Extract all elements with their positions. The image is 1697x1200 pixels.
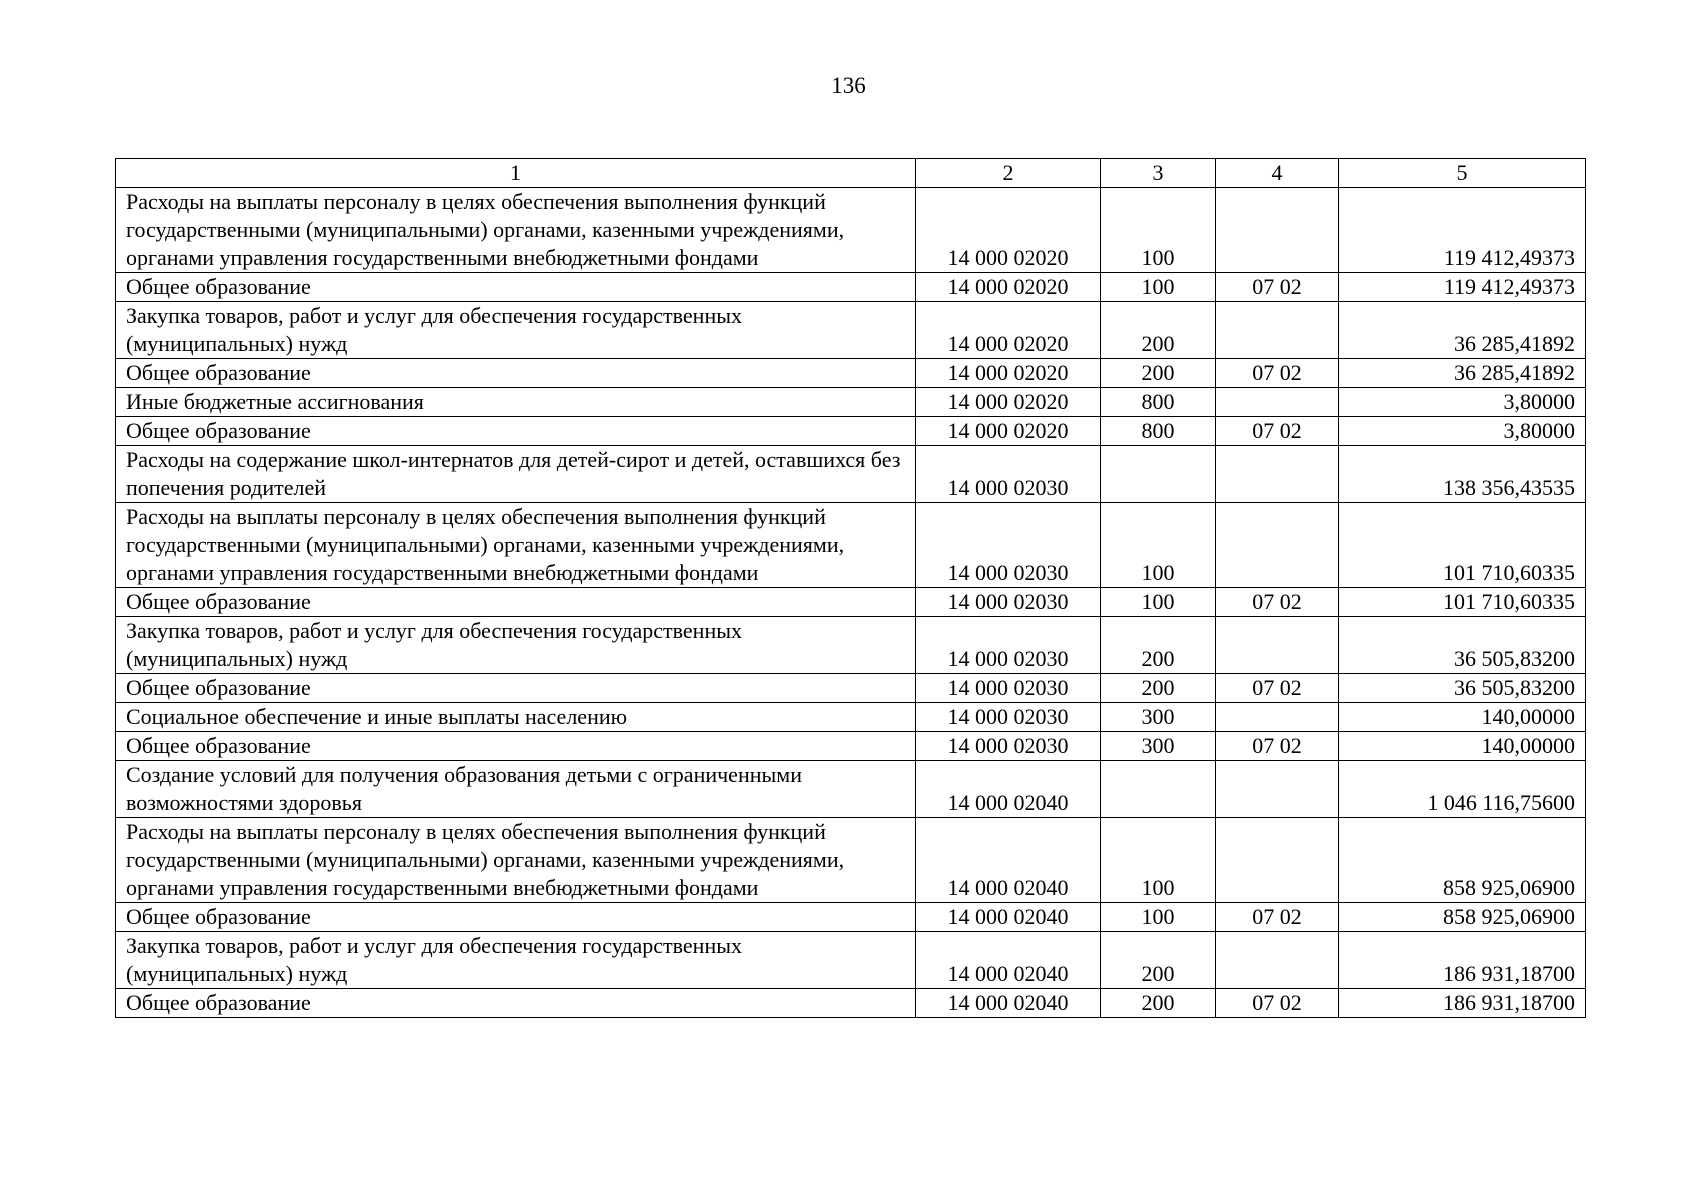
row-section <box>1216 503 1339 588</box>
row-expense-type: 100 <box>1101 818 1216 903</box>
row-name: Иные бюджетные ассигнования <box>116 388 916 417</box>
row-section <box>1216 932 1339 989</box>
row-code: 14 000 02020 <box>916 273 1101 302</box>
row-amount: 36 285,41892 <box>1339 359 1586 388</box>
header-col-3: 3 <box>1101 159 1216 188</box>
row-section <box>1216 617 1339 674</box>
page-number: 136 <box>831 73 866 98</box>
table-row <box>116 818 1586 903</box>
row-section <box>1216 818 1339 903</box>
row-section <box>1216 446 1339 503</box>
row-code: 14 000 02020 <box>916 388 1101 417</box>
row-code: 14 000 02030 <box>916 674 1101 703</box>
row-name: Закупка товаров, работ и услуг для обеспечения государственных (муниципальных) нужд <box>116 302 916 359</box>
row-name: Общее образование <box>116 903 916 932</box>
table-row <box>116 617 1586 674</box>
header-col-5: 5 <box>1339 159 1586 188</box>
row-code: 14 000 02030 <box>916 617 1101 674</box>
row-amount: 140,00000 <box>1339 732 1586 761</box>
row-section: 07 02 <box>1216 903 1339 932</box>
row-amount: 1 046 116,75600 <box>1339 761 1586 818</box>
table-row <box>116 503 1586 588</box>
row-name: Закупка товаров, работ и услуг для обеспечения государственных (муниципальных) нужд <box>116 932 916 989</box>
table-row <box>116 761 1586 818</box>
header-col-2: 2 <box>916 159 1101 188</box>
row-name: Закупка товаров, работ и услуг для обеспечения государственных (муниципальных) нужд <box>116 617 916 674</box>
row-name: Расходы на содержание школ-интернатов для детей-сирот и детей, оставшихся без попечения родителей <box>116 446 916 503</box>
row-code: 14 000 02040 <box>916 903 1101 932</box>
row-expense-type: 200 <box>1101 302 1216 359</box>
row-code: 14 000 02030 <box>916 703 1101 732</box>
table-row <box>116 388 1586 417</box>
row-expense-type: 300 <box>1101 703 1216 732</box>
row-code: 14 000 02030 <box>916 588 1101 617</box>
row-code: 14 000 02020 <box>916 302 1101 359</box>
header-col-1: 1 <box>116 159 916 188</box>
row-section: 07 02 <box>1216 417 1339 446</box>
row-expense-type: 100 <box>1101 588 1216 617</box>
row-code: 14 000 02030 <box>916 503 1101 588</box>
row-name: Общее образование <box>116 588 916 617</box>
row-section: 07 02 <box>1216 588 1339 617</box>
row-name: Социальное обеспечение и иные выплаты населению <box>116 703 916 732</box>
row-expense-type: 200 <box>1101 989 1216 1018</box>
row-name: Расходы на выплаты персоналу в целях обеспечения выполнения функций государственными (муниципальными) органами, казенными учреждениями, органами управления государственными внебюджетными фондами <box>116 503 916 588</box>
row-expense-type: 200 <box>1101 932 1216 989</box>
row-expense-type: 800 <box>1101 388 1216 417</box>
header-row <box>116 159 1586 188</box>
row-amount: 138 356,43535 <box>1339 446 1586 503</box>
row-amount: 186 931,18700 <box>1339 989 1586 1018</box>
table-row <box>116 932 1586 989</box>
table-row <box>116 732 1586 761</box>
row-amount: 3,80000 <box>1339 388 1586 417</box>
row-amount: 36 285,41892 <box>1339 302 1586 359</box>
row-section <box>1216 302 1339 359</box>
row-expense-type: 200 <box>1101 617 1216 674</box>
row-code: 14 000 02040 <box>916 818 1101 903</box>
row-amount: 101 710,60335 <box>1339 588 1586 617</box>
row-code: 14 000 02040 <box>916 761 1101 818</box>
table-row <box>116 446 1586 503</box>
table-row <box>116 417 1586 446</box>
row-expense-type: 800 <box>1101 417 1216 446</box>
row-expense-type: 100 <box>1101 273 1216 302</box>
row-name: Общее образование <box>116 989 916 1018</box>
row-section <box>1216 188 1339 273</box>
row-code: 14 000 02020 <box>916 417 1101 446</box>
row-amount: 101 710,60335 <box>1339 503 1586 588</box>
table-row <box>116 273 1586 302</box>
table-row <box>116 989 1586 1018</box>
row-name: Общее образование <box>116 732 916 761</box>
table-row <box>116 703 1586 732</box>
row-section: 07 02 <box>1216 989 1339 1018</box>
row-name: Общее образование <box>116 273 916 302</box>
row-section <box>1216 703 1339 732</box>
row-section: 07 02 <box>1216 674 1339 703</box>
row-amount: 119 412,49373 <box>1339 188 1586 273</box>
table-row <box>116 302 1586 359</box>
row-amount: 858 925,06900 <box>1339 903 1586 932</box>
row-code: 14 000 02030 <box>916 446 1101 503</box>
row-expense-type: 200 <box>1101 359 1216 388</box>
row-amount: 36 505,83200 <box>1339 617 1586 674</box>
table-body <box>116 188 1586 1018</box>
row-expense-type: 100 <box>1101 503 1216 588</box>
row-name: Общее образование <box>116 359 916 388</box>
row-amount: 186 931,18700 <box>1339 932 1586 989</box>
row-section <box>1216 388 1339 417</box>
row-code: 14 000 02040 <box>916 932 1101 989</box>
row-expense-type: 200 <box>1101 674 1216 703</box>
row-expense-type <box>1101 446 1216 503</box>
row-section: 07 02 <box>1216 732 1339 761</box>
table-row <box>116 903 1586 932</box>
row-name: Расходы на выплаты персоналу в целях обеспечения выполнения функций государственными (муниципальными) органами, казенными учреждениями, органами управления государственными внебюджетными фондами <box>116 818 916 903</box>
row-code: 14 000 02020 <box>916 188 1101 273</box>
budget-table <box>115 158 1586 1018</box>
row-name: Общее образование <box>116 674 916 703</box>
row-code: 14 000 02040 <box>916 989 1101 1018</box>
row-expense-type <box>1101 761 1216 818</box>
table-row <box>116 588 1586 617</box>
table-header <box>116 159 1586 188</box>
row-section <box>1216 761 1339 818</box>
row-name: Создание условий для получения образования детьми с ограниченными возможностями здоровья <box>116 761 916 818</box>
header-col-4: 4 <box>1216 159 1339 188</box>
row-section: 07 02 <box>1216 359 1339 388</box>
row-name: Расходы на выплаты персоналу в целях обеспечения выполнения функций государственными (муниципальными) органами, казенными учреждениями, органами управления государственными внебюджетными фондами <box>116 188 916 273</box>
row-code: 14 000 02020 <box>916 359 1101 388</box>
row-amount: 119 412,49373 <box>1339 273 1586 302</box>
row-amount: 858 925,06900 <box>1339 818 1586 903</box>
row-section: 07 02 <box>1216 273 1339 302</box>
table-row <box>116 359 1586 388</box>
table-row <box>116 188 1586 273</box>
row-expense-type: 300 <box>1101 732 1216 761</box>
row-amount: 36 505,83200 <box>1339 674 1586 703</box>
table-row <box>116 674 1586 703</box>
row-amount: 140,00000 <box>1339 703 1586 732</box>
row-expense-type: 100 <box>1101 903 1216 932</box>
row-name: Общее образование <box>116 417 916 446</box>
row-code: 14 000 02030 <box>916 732 1101 761</box>
row-amount: 3,80000 <box>1339 417 1586 446</box>
row-expense-type: 100 <box>1101 188 1216 273</box>
